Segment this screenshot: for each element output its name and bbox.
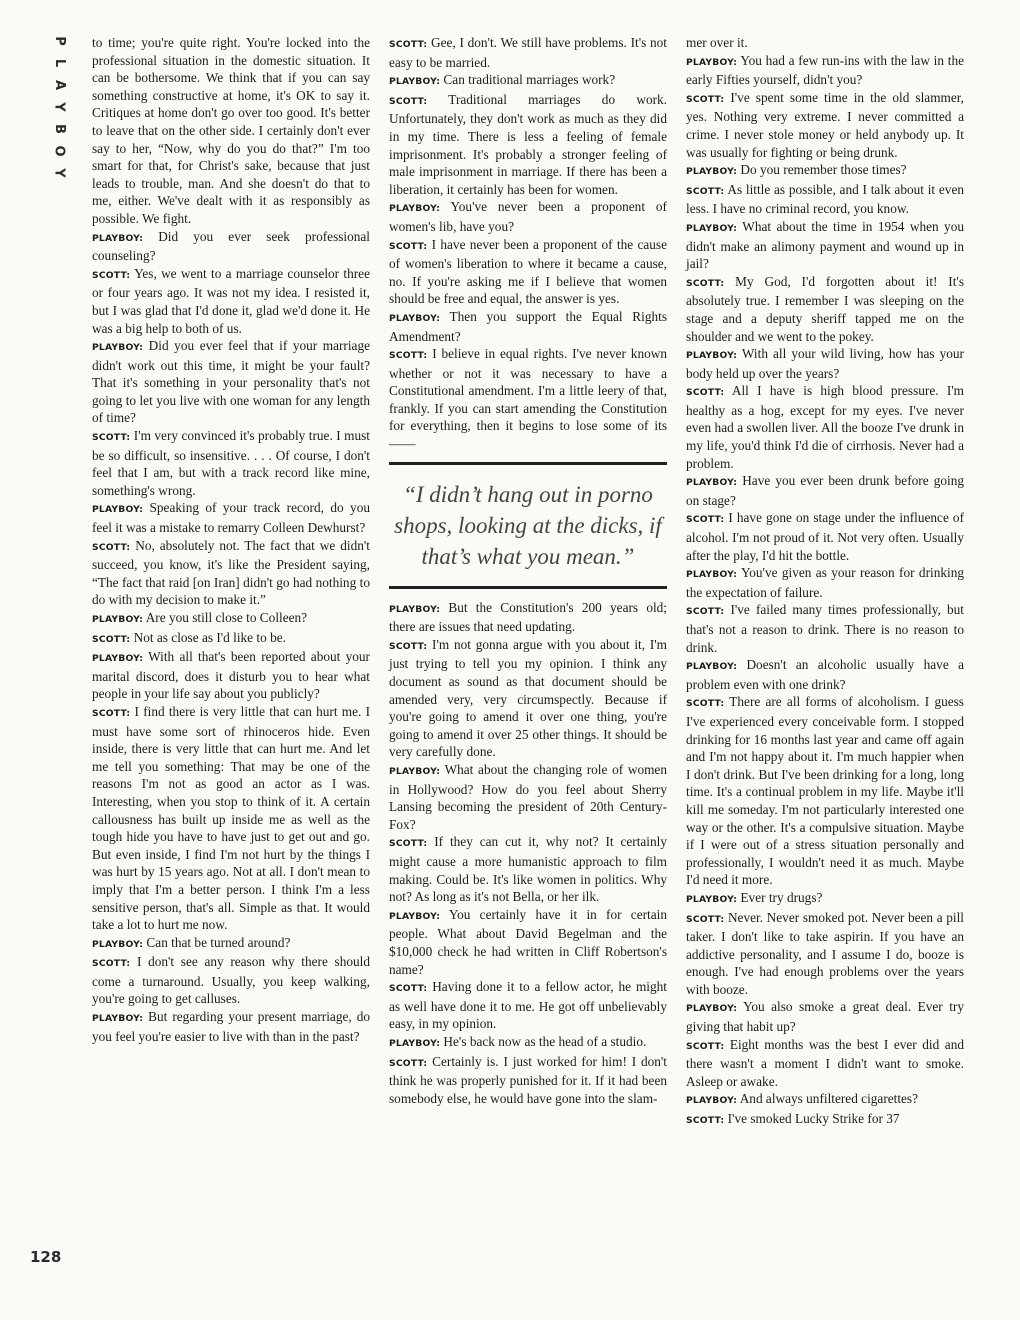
paragraph-text: Traditional marriages do work. Unfortunately, they don't work as much as they did in my time. There is less a feeling of female imprisonment. It's probably a stronger feeling of male imprisonment in marriage. If there has been a liberation, it certainly has been for women. <box>389 91 667 197</box>
paragraph-text: With all that's been reported about your marital discord, does it disturb you to hear what people in your life say about you publicly? <box>92 649 370 702</box>
speaker-label: PLAYBOY: <box>686 1003 738 1015</box>
speaker-label: PLAYBOY: <box>389 203 441 215</box>
interview-paragraph <box>92 648 370 703</box>
interview-paragraph <box>389 599 667 636</box>
interview-paragraph <box>686 1090 964 1110</box>
speaker-label: SCOTT: <box>92 707 131 719</box>
speaker-label: SCOTT: <box>389 1057 428 1069</box>
paragraph-text: If they can cut it, why not? It certainly might cause a more humanistic approach to film making. Could be. It's like women in politics. Why not? As long as it's not Bella, or her ilk. <box>389 834 667 905</box>
interview-paragraph <box>686 601 964 656</box>
pull-quote-top-rule <box>389 462 667 465</box>
interview-paragraph <box>92 934 370 954</box>
pull-quote-box <box>389 462 667 589</box>
speaker-label: SCOTT: <box>686 387 725 399</box>
speaker-label: SCOTT: <box>686 514 725 526</box>
paragraph-text: Have you ever been drunk before going on stage? <box>686 473 964 508</box>
column-2-lower <box>389 599 667 1108</box>
speaker-label: PLAYBOY: <box>686 569 738 581</box>
paragraph-text: Gee, I don't. We still have problems. It's not easy to be married. <box>389 35 668 70</box>
interview-paragraph <box>686 273 964 345</box>
interview-paragraph <box>686 382 964 472</box>
text-column-1 <box>92 34 370 1045</box>
text-column-3 <box>686 34 964 1130</box>
paragraph-text: You've never been a proponent of women's lib, have you? <box>389 199 667 234</box>
speaker-label: SCOTT: <box>686 606 725 618</box>
paragraph-text: As little as possible, and I talk about it even less. I have no criminal record, you know. <box>686 181 965 217</box>
speaker-label: SCOTT: <box>389 640 428 652</box>
speaker-label: SCOTT: <box>686 185 725 197</box>
speaker-label: PLAYBOY: <box>92 342 144 354</box>
interview-paragraph <box>92 265 370 337</box>
magazine-vertical-label <box>48 30 70 184</box>
speaker-label: PLAYBOY: <box>389 603 441 615</box>
paragraph-text: I don't see any reason why there should come a turnaround. Usually, you keep walking, you're going to get calluses. <box>92 954 370 1007</box>
paragraph-text: I'm not gonna argue with you about it, I'm just trying to tell you my opinion. I think any document as sound as that document should be amended very, very circumspectly. Because if you're going to amend it over one thing, you're going to amend it over 25 other things. It should be very carefully done. <box>389 636 667 760</box>
paragraph-text: You certainly have it in for certain people. What about David Begelman and the $10,000 check he had written in Cliff Robertson's name? <box>389 906 667 977</box>
paragraph-text: Not as close as I'd like to be. <box>133 629 286 645</box>
interview-paragraph <box>686 161 964 181</box>
speaker-label: PLAYBOY: <box>92 232 144 244</box>
paragraph-text: He's back now as the head of a studio. <box>443 1033 647 1049</box>
speaker-label: PLAYBOY: <box>92 504 144 516</box>
interview-paragraph <box>686 656 964 693</box>
paragraph-text: Certainly is. I just worked for him! I don't think he was properly punished for it. If it had been somebody else, he would have gone into the slam- <box>389 1053 667 1106</box>
interview-paragraph <box>389 1053 667 1108</box>
paragraph-text: You had a few run-ins with the law in the early Fifties yourself, didn't you? <box>686 52 965 88</box>
interview-paragraph <box>92 609 370 629</box>
paragraph-text: My God, I'd forgotten about it! It's absolutely true. I remember I was sleeping on the stage and a deputy sheriff tapped me on the shoulder and we went to the pokey. <box>686 273 964 344</box>
interview-paragraph <box>389 71 667 91</box>
paragraph-text: I have never been a proponent of the cause of women's liberation to where it became a cause, no. If you're asking me if I believe that women should be free and equal, the answer is yes. <box>389 236 668 307</box>
interview-paragraph <box>686 1110 964 1130</box>
interview-paragraph <box>389 236 667 308</box>
paragraph-text: I find there is very little that can hurt me. I must have some sort of rhinoceros hide. Even inside, there is very little that can hurt me. And let me tell you something: That may be one of the reasons I'm not as good an actor as I was. Interesting, when you stop to think of it. A certain callousness has built up inside me as well as the tough hide you have to have just to get out and go. But even inside, I find I'm not hurt by the things I was hurt by 15 years ago. Not at all. I don't mean to imply that I'm a better person. I think I'm a less sensitive person, that's all. Simple as that. It would take a lot to hurt me now. <box>92 703 371 933</box>
interview-paragraph <box>389 198 667 235</box>
paragraph-text: No, absolutely not. The fact that we didn't succeed, you know, it's like the President saying, “The fact that raid [on Iran] didn't go had nothing to do with my decision to make it.” <box>92 537 370 608</box>
interview-paragraph <box>389 1033 667 1053</box>
magazine-letter: O <box>52 145 67 157</box>
paragraph-text: I've failed many times professionally, but that's not a reason to drink. There is no reason to drink. <box>686 602 964 655</box>
interview-paragraph <box>686 218 964 273</box>
column-2-upper <box>389 34 667 453</box>
interview-paragraph <box>389 345 667 453</box>
speaker-label: SCOTT: <box>686 1115 725 1127</box>
magazine-letter: Y <box>51 168 67 178</box>
speaker-label: SCOTT: <box>686 93 725 105</box>
speaker-label: PLAYBOY: <box>686 350 738 362</box>
interview-paragraph <box>389 761 667 833</box>
speaker-label: PLAYBOY: <box>686 56 738 68</box>
interview-paragraph <box>389 34 667 71</box>
paragraph-text: You've given as your reason for drinking the expectation of failure. <box>686 565 964 600</box>
interview-paragraph <box>686 1036 964 1091</box>
paragraph-text: mer over it. <box>686 35 748 50</box>
magazine-letter: L <box>51 58 67 68</box>
speaker-label: PLAYBOY: <box>686 166 738 178</box>
paragraph-text: Eight months was the best I ever did and there wasn't a moment I didn't want to smoke. Asleep or awake. <box>686 1036 964 1089</box>
speaker-label: SCOTT: <box>686 277 725 289</box>
interview-paragraph <box>92 703 370 934</box>
speaker-label: SCOTT: <box>686 698 725 710</box>
speaker-label: PLAYBOY: <box>686 222 738 234</box>
interview-paragraph <box>92 228 370 265</box>
speaker-label: SCOTT: <box>92 541 131 553</box>
paragraph-text: Can traditional marriages work? <box>443 72 616 88</box>
paragraph-text: There are all forms of alcoholism. I guess I've experienced every conceivable form. I stopped drinking for 16 months last year and came off again and I'm not happy about it. I'm much happier when I don't drink. But I've been drinking for a long, long time. It's a continual problem in my life. Maybe it'll kill me someday. I'm not particularly interested one way or the other. It's a compulsive situation. Maybe if I were out of a stress situation personally and professionally, I wouldn't need it as much. Maybe I'd need it more. <box>686 694 964 888</box>
paragraph-text: I believe in equal rights. I've never known whether or not it was necessary to have a Constitutional amendment. I'm a little leery of that, frankly. If you can start amending the Constitution for everything, then it begins to lose some of its—— <box>389 346 668 452</box>
interview-paragraph <box>92 34 370 228</box>
interview-paragraph <box>686 345 964 382</box>
paragraph-text: Can that be turned around? <box>146 934 291 950</box>
interview-paragraph <box>92 337 370 427</box>
magazine-letter: A <box>52 79 67 91</box>
paragraph-text: Did you ever feel that if your marriage didn't work out this time, it might be your fault? That it's something in your personality that's not going to let you live with one woman for any length of time? <box>92 338 371 426</box>
paragraph-text: Never. Never smoked pot. Never been a pill taker. I don't like to take aspirin. If you have an addictive personality, and I assume I do, booze is enough. I've had enough problems over the years with booze. <box>686 909 964 997</box>
speaker-label: PLAYBOY: <box>389 312 441 324</box>
speaker-label: SCOTT: <box>389 95 428 107</box>
interview-paragraph <box>92 427 370 499</box>
interview-paragraph <box>389 91 667 199</box>
paragraph-text: With all your wild living, how has your body held up over the years? <box>686 346 964 381</box>
speaker-label: SCOTT: <box>686 1040 725 1052</box>
interview-paragraph <box>92 1008 370 1045</box>
magazine-letter: B <box>51 124 67 134</box>
interview-paragraph <box>389 833 667 905</box>
paragraph-text: And always unfiltered cigarettes? <box>739 1091 919 1107</box>
interview-paragraph <box>389 906 667 978</box>
speaker-label: SCOTT: <box>92 269 131 281</box>
speaker-label: SCOTT: <box>686 913 725 925</box>
paragraph-text: Are you still close to Colleen? <box>145 610 308 625</box>
interview-paragraph <box>389 978 667 1033</box>
paragraph-text: Doesn't an alcoholic usually have a problem even with one drink? <box>686 657 964 692</box>
paragraph-text: Yes, we went to a marriage counselor three or four years ago. It was not my idea. I resisted it, but I was glad that I'd done it, glad we'd done it. He was a big help to both of us. <box>92 265 370 336</box>
paragraph-text: I'm very convinced it's probably true. I must be so difficult, so insensitive. . . . Of course, I don't feel that I am, but with a track record like mine, something's wrong. <box>92 428 370 498</box>
paragraph-text: Then you support the Equal Rights Amendment? <box>389 308 667 344</box>
speaker-label: SCOTT: <box>92 633 131 645</box>
paragraph-text: You also smoke a great deal. Ever try giving that habit up? <box>686 999 964 1035</box>
speaker-label: SCOTT: <box>389 838 428 850</box>
interview-paragraph <box>686 693 964 889</box>
interview-paragraph <box>686 34 964 52</box>
magazine-letter: Y <box>51 102 67 112</box>
interview-paragraph <box>92 537 370 609</box>
paragraph-text: I have gone on stage under the influence of alcohol. I'm not proud of it. Not very often. Usually after the play, I'd hit the bottle. <box>686 510 964 563</box>
pull-quote: “I didn’t hang out in porno shops, looking at the dicks, if that’s what you mean.” <box>394 481 662 569</box>
interview-paragraph <box>686 564 964 601</box>
paragraph-text: All I have is high blood pressure. I'm healthy as a hog, except for my eyes. I've never even had a swollen liver. All the booze I've drunk in my life, you'd think I'd die of cirrhosis. Never had a problem. <box>686 383 964 471</box>
speaker-label: PLAYBOY: <box>92 614 144 625</box>
speaker-label: SCOTT: <box>92 958 131 970</box>
paragraph-text: Did you ever seek professional counseling? <box>92 228 371 264</box>
interview-paragraph <box>92 953 370 1008</box>
speaker-label: PLAYBOY: <box>686 661 738 673</box>
speaker-label: PLAYBOY: <box>389 766 441 777</box>
speaker-label: PLAYBOY: <box>686 893 738 905</box>
paragraph-text: But the Constitution's 200 years old; there are issues that need updating. <box>389 599 668 635</box>
interview-paragraph <box>92 499 370 536</box>
paragraph-text: Having done it to a fellow actor, he might as well have done it to me. He got off unbelievably easy, in my opinion. <box>389 979 667 1032</box>
speaker-label: SCOTT: <box>389 983 428 995</box>
text-column-2 <box>389 34 667 1107</box>
speaker-label: PLAYBOY: <box>389 1037 441 1049</box>
paragraph-text: What about the time in 1954 when you didn't make an alimony payment and wound up in jail? <box>686 218 964 272</box>
speaker-label: PLAYBOY: <box>686 1095 738 1107</box>
magazine-letter: P <box>52 36 67 46</box>
speaker-label: SCOTT: <box>92 432 131 444</box>
page-number: 128 <box>30 1248 62 1266</box>
interview-paragraph <box>92 629 370 649</box>
speaker-label: SCOTT: <box>389 240 428 252</box>
paragraph-text: I've smoked Lucky Strike for 37 <box>727 1111 900 1127</box>
paragraph-text: Do you remember those times? <box>740 162 907 178</box>
interview-paragraph <box>389 636 667 761</box>
pull-quote-bottom-rule <box>389 586 667 589</box>
speaker-label: PLAYBOY: <box>389 910 441 922</box>
interview-paragraph <box>686 889 964 909</box>
speaker-label: PLAYBOY: <box>92 653 144 665</box>
interview-paragraph <box>686 89 964 161</box>
interview-paragraph <box>686 509 964 564</box>
speaker-label: PLAYBOY: <box>389 76 441 88</box>
paragraph-text: Ever try drugs? <box>740 889 823 905</box>
speaker-label: SCOTT: <box>389 39 428 50</box>
interview-paragraph <box>686 181 964 218</box>
speaker-label: PLAYBOY: <box>92 938 144 950</box>
speaker-label: SCOTT: <box>389 350 428 362</box>
interview-paragraph <box>686 909 964 999</box>
paragraph-text: I've spent some time in the old slammer, yes. Nothing very extreme. I never committed a crime. I never stole money or held anybody up. It was usually for fighting or being drunk. <box>686 89 964 160</box>
paragraph-text: Speaking of your track record, do you feel it was a mistake to remarry Colleen Dewhurst? <box>92 500 371 536</box>
interview-paragraph <box>389 308 667 345</box>
interview-paragraph <box>686 52 964 89</box>
speaker-label: PLAYBOY: <box>686 477 738 489</box>
paragraph-text: What about the changing role of women in Hollywood? How do you feel about Sherry Lansing becoming the president of 20th Century-Fox? <box>389 762 667 832</box>
paragraph-text: to time; you're quite right. You're locked into the professional situation in the domestic situation. It can be bothersome. We think that if you can say something constructive at home, it's OK to say it. Critiques at home don't go over too good. It's better to leave that on the other side. I certainly don't ever say to her, “Now, why do you do that?” I'm too smart for that, for Christ's sake, because that just leads to trouble, man. And she doesn't do that to me, either. We've dealt with it as responsibly as possible. We fight. <box>92 35 370 226</box>
speaker-label: PLAYBOY: <box>92 1013 144 1025</box>
interview-paragraph <box>686 472 964 509</box>
interview-paragraph <box>686 998 964 1035</box>
paragraph-text: But regarding your present marriage, do you feel you're easier to live with than in the past? <box>92 1009 371 1044</box>
